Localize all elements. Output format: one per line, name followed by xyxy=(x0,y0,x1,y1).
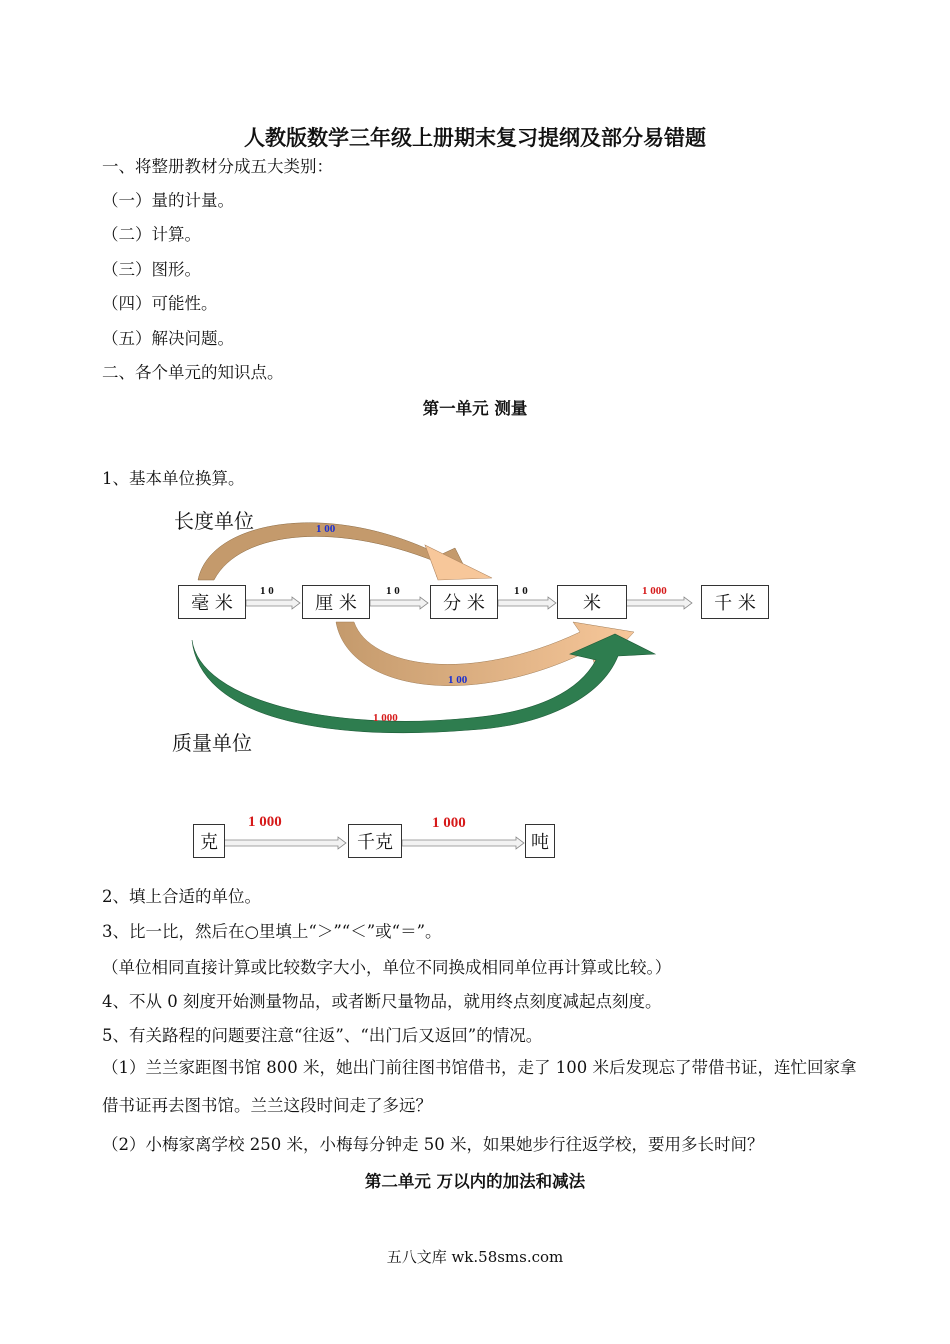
point-3-note: （单位相同直接计算或比较数字大小，单位不同换成相同单位再计算或比较。） xyxy=(102,958,672,977)
rate-cm-dm: 1 0 xyxy=(386,585,400,597)
question-1: （1）兰兰家距图书馆 800 米，她出门前往图书馆借书，走了 100 米后发现忘了带借书证，连忙回家拿借书证再去图书馆。兰兰这段时间走了多远？ xyxy=(102,1058,857,1115)
unit-box-kg: 千克 xyxy=(348,824,402,858)
rate-arc-bottom: 1 000 xyxy=(373,712,398,724)
rate-kg-t: 1 000 xyxy=(432,815,466,831)
arrow-dm-m xyxy=(498,597,556,609)
footer-watermark: 五八文库 wk.58sms.com xyxy=(386,1248,564,1266)
section-heading: 二、各个单元的知识点。 xyxy=(102,363,284,382)
rate-arc-top: 1 00 xyxy=(316,523,336,535)
point-5: 5、有关路程的问题要注意“往返”、“出门后又返回”的情况。 xyxy=(102,1026,543,1045)
category-item: （三）图形。 xyxy=(102,260,201,279)
unit-box-m: 米 xyxy=(557,585,627,619)
category-item: （四）可能性。 xyxy=(102,294,218,313)
category-item: （二）计算。 xyxy=(102,225,201,244)
rate-g-kg: 1 000 xyxy=(248,814,282,830)
mass-units-label: 质量单位 xyxy=(172,731,252,755)
unit-box-km: 千 米 xyxy=(701,585,769,619)
unit-box-cm: 厘 米 xyxy=(302,585,370,619)
question-2: （2）小梅家离学校 250 米，小梅每分钟走 50 米，如果她步行往返学校，要用多长时间？ xyxy=(102,1135,764,1154)
unit2-heading: 第二单元 万以内的加法和减法 xyxy=(364,1172,586,1191)
arrow-kg-t xyxy=(402,837,524,849)
point-4: 4、不从 0 刻度开始测量物品，或者断尺量物品，就用终点刻度减起点刻度。 xyxy=(102,992,662,1011)
length-units-label: 长度单位 xyxy=(174,509,254,533)
arrow-cm-dm xyxy=(370,597,428,609)
unit1-heading: 第一单元 测量 xyxy=(422,399,528,418)
unit-box-t: 吨 xyxy=(525,824,555,858)
point-3: 3、比一比，然后在○里填上“＞”“＜”或“＝”。 xyxy=(102,922,442,941)
rate-mm-cm: 1 0 xyxy=(260,585,274,597)
point-2: 2、填上合适的单位。 xyxy=(102,887,261,906)
category-item: （五）解决问题。 xyxy=(102,329,234,348)
page-title: 人教版数学三年级上册期末复习提纲及部分易错题 xyxy=(244,126,706,150)
arrow-m-km xyxy=(626,597,692,609)
arrow-g-kg xyxy=(224,837,346,849)
arc-head-top xyxy=(425,545,492,580)
intro-heading: 一、将整册教材分成五大类别： xyxy=(102,157,333,176)
rate-arc-mid: 1 00 xyxy=(448,674,468,686)
arrow-mm-cm xyxy=(246,597,300,609)
category-item: （一）量的计量。 xyxy=(102,191,234,210)
unit-box-g: 克 xyxy=(193,824,225,858)
point-1: 1、基本单位换算。 xyxy=(102,469,245,488)
unit-box-dm: 分 米 xyxy=(430,585,498,619)
rate-dm-m: 1 0 xyxy=(514,585,528,597)
unit-box-mm: 毫 米 xyxy=(178,585,246,619)
rate-m-km: 1 000 xyxy=(642,585,667,597)
